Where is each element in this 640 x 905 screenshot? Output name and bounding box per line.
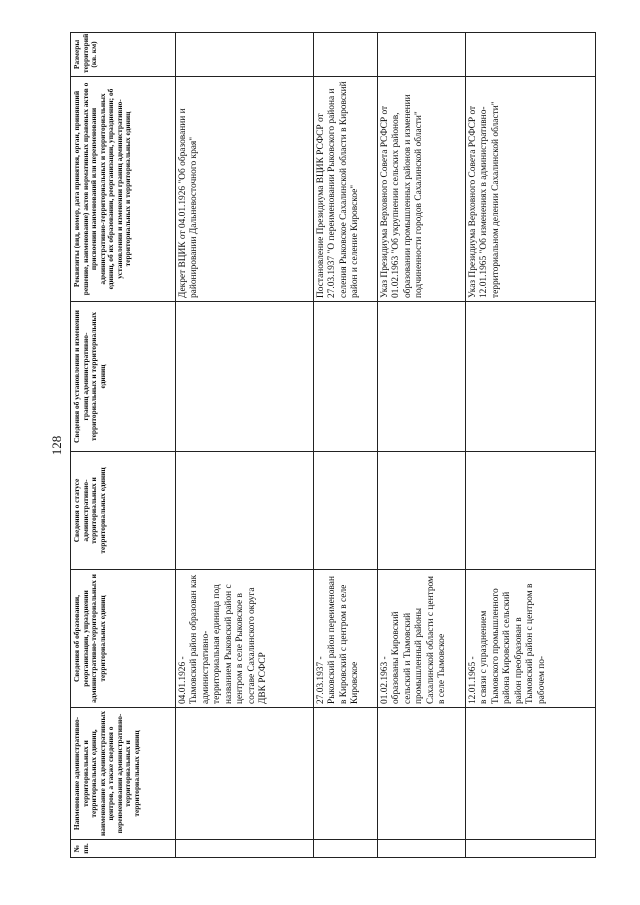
formation-text: Рыковский район переименован в Кировский с центром в селе Кировское (327, 576, 361, 704)
cell-area (466, 33, 596, 77)
cell-requisites: Указ Президиума Верховного Совета РСФСР от 01.02.1963 "Об укрупнении сельских районов, образовании промышленных районов и изменении подчиненности городов Сахалинской области" (378, 77, 466, 302)
cell-boundaries (176, 302, 314, 452)
cell-status (176, 452, 314, 570)
cell-boundaries (314, 302, 378, 452)
rotated-sheet (44, 33, 596, 858)
cell-formation (466, 570, 596, 708)
cell-num (378, 840, 466, 858)
cell-area (176, 33, 314, 77)
cell-requisites: Постановление Президиума ВЦИК РСФСР от 27.03.1937 "О переименовании Рыковского района и селения Рыковское Сахалинской области в Кировский район и селение Кировское" (314, 77, 378, 302)
page-number: 128 (49, 435, 64, 456)
cell-area (314, 33, 378, 77)
cell-formation (378, 570, 466, 708)
cell-requisites: Декрет ВЦИК от 04.01.1926 "Об образовании и районировании Дальневосточного края" (176, 77, 314, 302)
table-row (176, 33, 314, 858)
cell-boundaries (466, 302, 596, 452)
formation-date: 12.01.1965 - (468, 656, 478, 704)
header-formation: Сведения об образовании, реорганизации, упразднении административно-территориальных и территориальных единиц (71, 570, 176, 708)
formation-date: 27.03.1937 - (316, 656, 326, 704)
cell-name (466, 708, 596, 840)
formation-text: Тымовский район образован как административно-территориальная единица под названием Рыковский район с центром в селе Рыковское в составе Сахалинского округа ДВК РСФСР (189, 574, 269, 704)
cell-num (176, 840, 314, 858)
territorial-units-table (70, 32, 596, 858)
header-status: Сведения о статусе административно-территориальных и территориальных единиц (71, 452, 176, 570)
header-requisites: Реквизиты (вид, номер, дата принятия, орган, принявший решение, наименование) актов нормативных правовых актов о присвоении наименований или переименовании административно-территориальных и территориальных единиц, об их образовании, реорганизации, упразднении; об установлении и изменении границ административно-территориальных и территориальных единиц (71, 77, 176, 302)
cell-name (176, 708, 314, 840)
formation-text: в связи с упразднением Тымовского промышленного района Кировский сельский район преобразован в Тымовский район с центром в рабочем по- (479, 583, 547, 704)
table-row (466, 33, 596, 858)
cell-status (466, 452, 596, 570)
cell-num (314, 840, 378, 858)
cell-name (378, 708, 466, 840)
cell-status (314, 452, 378, 570)
header-name: Наименование административно-территориальных и территориальных единиц, наименование их административных центров, а также сведения о переименовании административно-территориальных и территориальных единиц (71, 708, 176, 840)
formation-date: 04.01.1926 - (178, 656, 188, 704)
cell-status (378, 452, 466, 570)
table-row (378, 33, 466, 858)
header-boundaries: Сведения об установлении и изменении границ административно-территориальных и территориальных единиц (71, 302, 176, 452)
table-header-row (71, 33, 176, 858)
formation-text: образованы Кировский сельский и Тымовский промышленный районы Сахалинской области с центром в селе Тымовское (391, 576, 448, 704)
cell-area (378, 33, 466, 77)
table-row (314, 33, 378, 858)
formation-date: 01.02.1963 - (380, 656, 390, 704)
cell-requisites: Указ Президиума Верховного Совета РСФСР от 12.01.1965 "Об изменениях в административно-территориальном делении Сахалинской области" (466, 77, 596, 302)
cell-num (466, 840, 596, 858)
cell-name (314, 708, 378, 840)
cell-boundaries (378, 302, 466, 452)
header-num: № пп. (71, 840, 176, 858)
header-area: Размеры территорий (кв. км) (71, 33, 176, 77)
cell-formation (314, 570, 378, 708)
cell-formation (176, 570, 314, 708)
